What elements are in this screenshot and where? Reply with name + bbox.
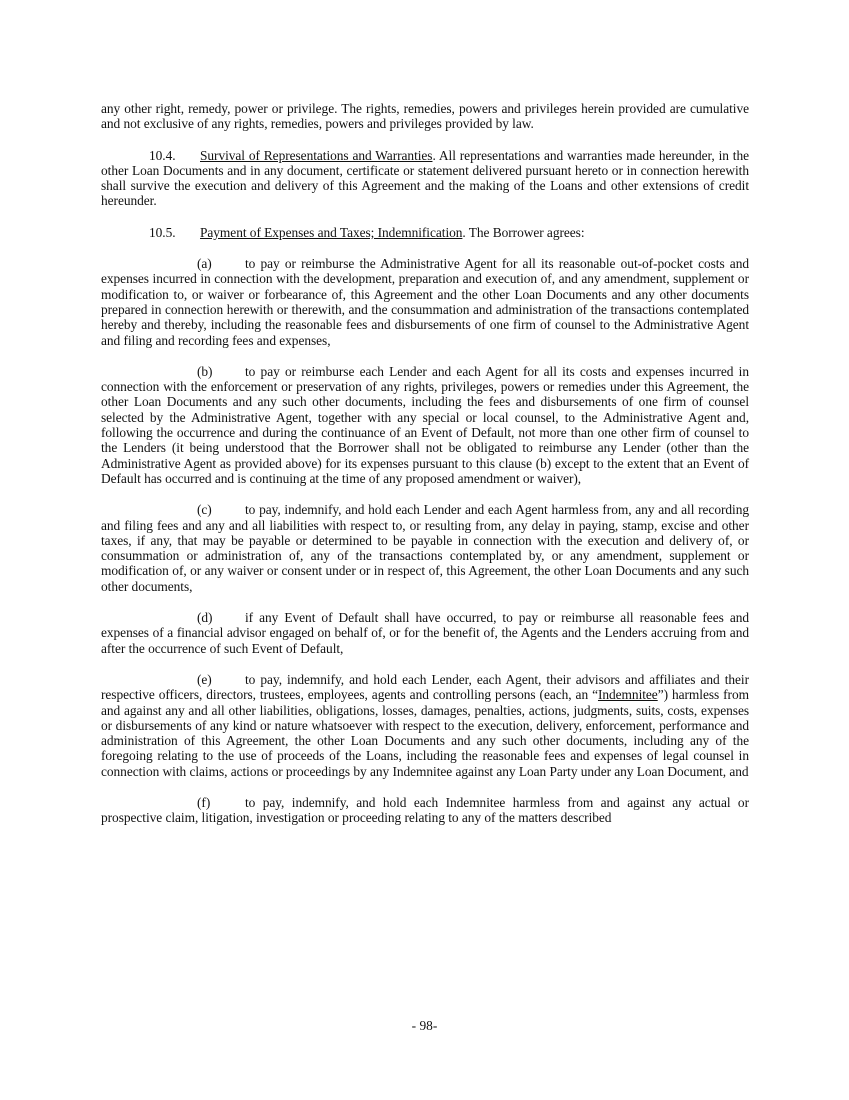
clause-e (101, 672, 749, 779)
clause-a-label: (a) (197, 256, 212, 272)
section-10-5-paragraph (101, 225, 749, 240)
clause-e-text-after: ”) harmless from and against any and all other liabilities, obligations, losses, damages, penalties, actions, judgments, suits, costs, expenses or disbursements of any kind or nature whatsoever with respect to the execution, delivery, enforcement, performance and administration of this Agreement, the other Loan Documents and any such other documents, including any of the foregoing relating to the use of proceeds of the Loans, including the reasonable fees and expenses of legal counsel in connection with claims, actions or proceedings by any Indemnitee against any Loan Party under any Loan Document, and (101, 687, 749, 779)
clause-a-text: to pay or reimburse the Administrative Agent for all its reasonable out-of-pocket costs and expenses incurred in connection with the development, preparation and execution of, and any amendment, supplement or modification to, or waiver or forbearance of, this Agreement and the other Loan Documents and any other documents prepared in connection herewith or therewith, and the consummation and administration of the transactions contemplated hereby and thereby, including the reasonable fees and disbursements of one firm of counsel to the Administrative Agent and filing and recording fees and expenses, (101, 256, 749, 348)
page-number: - 98- (411, 1018, 438, 1033)
section-10-5-number: 10.5. (149, 224, 176, 240)
clause-a (101, 256, 749, 348)
clause-c (101, 502, 749, 594)
section-10-4-number: 10.4. (149, 147, 176, 163)
clause-c-text: to pay, indemnify, and hold each Lender and each Agent harmless from, any and all recording and filing fees and any and all liabilities with respect to, or resulting from, any delay in paying, stamp, excise and other taxes, if any, that may be payable or determined to be payable in connection with the execution and delivery of, or consummation or administration of, any of the transactions contemplated by, or any amendment, supplement or modification of, or any waiver or consent under or in respect of, this Agreement, the other Loan Documents and any such other documents, (101, 502, 749, 594)
document-page (101, 101, 749, 842)
clause-e-text-before: to pay, indemnify, and hold each Lender, each Agent, their advisors and affiliates and their respective officers, directors, trustees, employees, agents and controlling persons (each, an “ (101, 671, 749, 703)
section-10-4-title: Survival of Representations and Warranties (200, 147, 433, 163)
clause-f (101, 795, 749, 826)
clause-b-label: (b) (197, 363, 213, 379)
clause-d (101, 610, 749, 656)
section-10-5-body: . The Borrower agrees: (462, 224, 585, 240)
clause-f-label: (f) (197, 794, 211, 810)
clause-b (101, 364, 749, 486)
clause-d-text: if any Event of Default shall have occurred, to pay or reimburse all reasonable fees and expenses of a financial advisor engaged on behalf of, or for the benefit of, the Agents and the Lenders accruing from and after the occurrence of such Event of Default, (101, 610, 749, 656)
clause-f-text: to pay, indemnify, and hold each Indemnitee harmless from and against any actual or prospective claim, litigation, investigation or proceeding relating to any of the matters described (101, 794, 749, 826)
section-10-4-body: . All representations and warranties made hereunder, in the other Loan Documents and in any document, certificate or statement delivered pursuant hereto or in connection herewith shall survive the execution and delivery of this Agreement and the making of the Loans and other extensions of credit hereunder. (101, 147, 749, 209)
clause-e-label: (e) (197, 671, 212, 687)
clause-c-label: (c) (197, 502, 212, 518)
section-10-4-paragraph (101, 148, 749, 209)
intro-paragraph: any other right, remedy, power or privilege. The rights, remedies, powers and privileges herein provided are cumulative and not exclusive of any rights, remedies, powers and privileges provided by law. (101, 101, 749, 132)
indemnitee-defined-term: Indemnitee (597, 687, 658, 703)
clause-b-text: to pay or reimburse each Lender and each Agent for all its costs and expenses incurred in connection with the enforcement or preservation of any rights, privileges, powers or remedies under this Agreement, the other Loan Documents and any such other documents, including the fees and disbursements of one firm of counsel selected by the Administrative Agent, together with any special or local counsel, to the Administrative Agent and, following the occurrence and during the continuance of an Event of Default, not more than one other firm of counsel to the Lenders (it being understood that the Borrower shall not be obligated to reimburse any Lender (other than the Administrative Agent as provided above) for its expenses pursuant to this clause (b) except to the extent that an Event of Default has occurred and is continuing at the time of any proposed amendment or waiver), (101, 363, 749, 486)
clause-d-label: (d) (197, 610, 213, 626)
section-10-5-title: Payment of Expenses and Taxes; Indemnification (200, 224, 463, 240)
